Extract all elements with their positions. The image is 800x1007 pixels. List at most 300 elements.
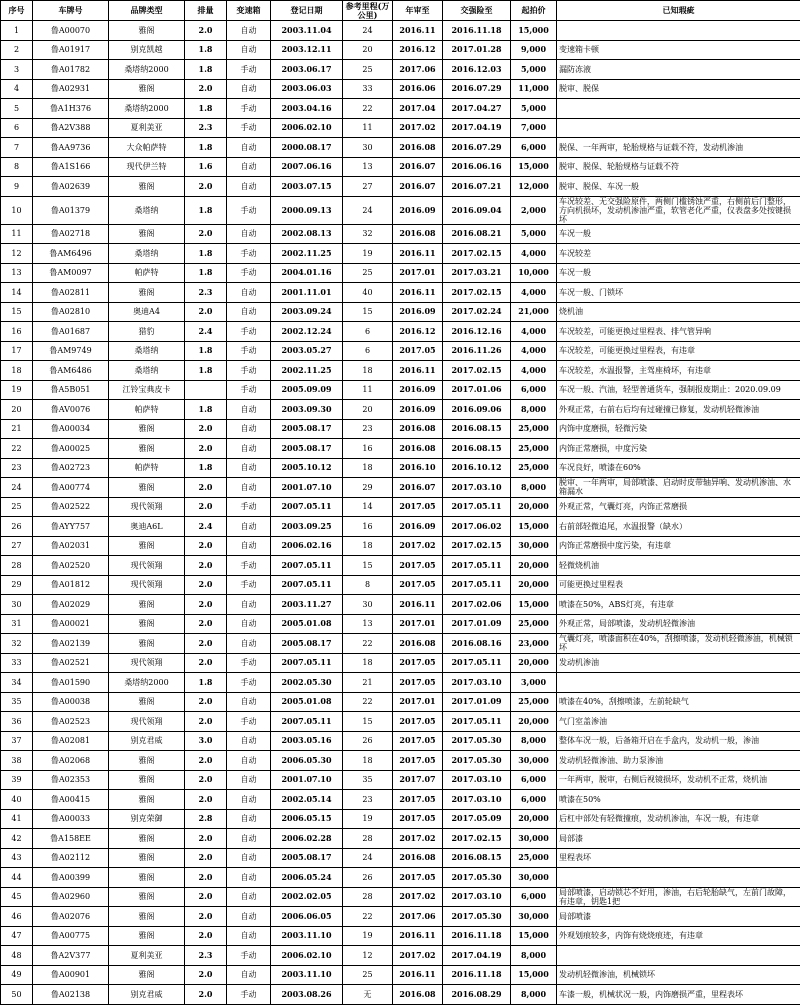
cell-known-defects: 局部喷漆，启动锁芯不好用，渗油，右后轮胎缺气，左前门故障，有违章，钥匙1把	[557, 887, 800, 907]
table-row	[1, 926, 800, 946]
cell-transmission: 手动	[227, 497, 271, 517]
cell-brand: 雅阁	[109, 790, 185, 810]
header-mileage: 参考里程(万公里)	[343, 1, 393, 21]
cell-brand: 江铃宝典皮卡	[109, 380, 185, 400]
cell-index: 12	[1, 244, 33, 264]
cell-insurance: 2017.05.11	[443, 497, 511, 517]
cell-displacement: 1.8	[185, 400, 227, 420]
cell-registration-date: 2003.08.26	[271, 985, 343, 1005]
cell-displacement: 2.0	[185, 224, 227, 244]
cell-known-defects: 可能更换过里程表	[557, 575, 800, 595]
cell-brand: 帕萨特	[109, 400, 185, 420]
table-row	[1, 322, 800, 342]
cell-index: 40	[1, 790, 33, 810]
cell-index: 2	[1, 40, 33, 60]
cell-displacement: 2.0	[185, 439, 227, 459]
cell-registration-date: 2005.09.09	[271, 380, 343, 400]
cell-start-price: 7,000	[511, 118, 557, 138]
cell-brand: 雅阁	[109, 79, 185, 99]
cell-transmission: 自动	[227, 419, 271, 439]
cell-displacement: 2.0	[185, 478, 227, 498]
cell-inspection: 2017.02	[393, 536, 443, 556]
cell-brand: 现代领翔	[109, 653, 185, 673]
table-row	[1, 157, 800, 177]
cell-inspection: 2016.11	[393, 361, 443, 381]
cell-known-defects: 脱审、脱保、车况一般	[557, 177, 800, 197]
cell-transmission: 自动	[227, 634, 271, 654]
cell-index: 39	[1, 770, 33, 790]
cell-mileage: 28	[343, 887, 393, 907]
cell-displacement: 2.0	[185, 497, 227, 517]
cell-plate: 鲁AM9749	[33, 341, 109, 361]
cell-inspection: 2016.11	[393, 595, 443, 615]
cell-brand: 雅阁	[109, 224, 185, 244]
table-row	[1, 907, 800, 927]
cell-index: 11	[1, 224, 33, 244]
cell-known-defects: 车况较差、无交强险原件，两侧门槛锈蚀严重，右侧前后门整形，方向机损坏，发动机渗油严重，软管老化严重，仪表盘多处按键损坏	[557, 196, 800, 224]
cell-start-price: 12,000	[511, 177, 557, 197]
cell-registration-date: 2003.09.24	[271, 302, 343, 322]
cell-plate: 鲁A02639	[33, 177, 109, 197]
table-row	[1, 614, 800, 634]
cell-insurance: 2016.06.16	[443, 157, 511, 177]
cell-brand: 现代领翔	[109, 556, 185, 576]
cell-displacement: 1.8	[185, 263, 227, 283]
cell-known-defects: 外观划痕较多，内饰有烧烧痕迹，有违章	[557, 926, 800, 946]
cell-displacement: 2.0	[185, 21, 227, 41]
cell-transmission: 自动	[227, 887, 271, 907]
cell-known-defects	[557, 21, 800, 41]
cell-transmission: 手动	[227, 712, 271, 732]
cell-brand: 奥迪A6L	[109, 517, 185, 537]
cell-brand: 桑塔纳	[109, 196, 185, 224]
cell-start-price: 20,000	[511, 556, 557, 576]
cell-displacement: 2.8	[185, 809, 227, 829]
cell-plate: 鲁A02522	[33, 497, 109, 517]
table-row	[1, 653, 800, 673]
cell-inspection: 2016.09	[393, 517, 443, 537]
cell-plate: 鲁A00021	[33, 614, 109, 634]
cell-insurance: 2016.10.12	[443, 458, 511, 478]
cell-index: 19	[1, 380, 33, 400]
cell-registration-date: 2003.11.10	[271, 965, 343, 985]
cell-insurance: 2017.01.09	[443, 692, 511, 712]
cell-mileage: 21	[343, 673, 393, 693]
cell-displacement: 2.0	[185, 575, 227, 595]
cell-brand: 雅阁	[109, 907, 185, 927]
cell-plate: 鲁A02723	[33, 458, 109, 478]
cell-displacement: 2.0	[185, 177, 227, 197]
cell-known-defects: 车况较差，可能更换过里程表、排气管异响	[557, 322, 800, 342]
cell-insurance: 2016.09.06	[443, 400, 511, 420]
cell-start-price: 25,000	[511, 419, 557, 439]
cell-transmission: 自动	[227, 614, 271, 634]
cell-inspection: 2016.09	[393, 380, 443, 400]
cell-start-price: 30,000	[511, 536, 557, 556]
cell-index: 43	[1, 848, 33, 868]
cell-plate: 鲁A01917	[33, 40, 109, 60]
cell-inspection: 2016.09	[393, 400, 443, 420]
cell-known-defects: 喷漆在50%，ABS灯亮，有违章	[557, 595, 800, 615]
table-row	[1, 731, 800, 751]
cell-registration-date: 2007.05.11	[271, 497, 343, 517]
cell-transmission: 自动	[227, 790, 271, 810]
cell-insurance: 2017.01.09	[443, 614, 511, 634]
cell-displacement: 2.0	[185, 985, 227, 1005]
table-row	[1, 692, 800, 712]
table-row	[1, 712, 800, 732]
table-row	[1, 283, 800, 303]
cell-known-defects: 漏防冻液	[557, 60, 800, 80]
cell-start-price: 4,000	[511, 361, 557, 381]
cell-inspection: 2016.08	[393, 848, 443, 868]
cell-mileage: 12	[343, 946, 393, 966]
cell-known-defects: 局部漆	[557, 829, 800, 849]
cell-inspection: 2016.11	[393, 965, 443, 985]
cell-transmission: 手动	[227, 322, 271, 342]
cell-transmission: 自动	[227, 907, 271, 927]
cell-displacement	[185, 380, 227, 400]
cell-registration-date: 2005.01.08	[271, 614, 343, 634]
table-row	[1, 965, 800, 985]
cell-insurance: 2017.05.11	[443, 712, 511, 732]
cell-known-defects: 气囊灯亮，喷漆面积在40%，刮擦喷漆，发动机轻微渗油，机械锁坏	[557, 634, 800, 654]
cell-mileage: 30	[343, 138, 393, 158]
cell-index: 7	[1, 138, 33, 158]
cell-start-price: 30,000	[511, 751, 557, 771]
cell-plate: 鲁A02081	[33, 731, 109, 751]
cell-insurance: 2017.02.15	[443, 361, 511, 381]
cell-mileage: 15	[343, 302, 393, 322]
cell-start-price: 8,000	[511, 478, 557, 498]
cell-index: 28	[1, 556, 33, 576]
cell-transmission: 自动	[227, 400, 271, 420]
cell-known-defects	[557, 99, 800, 119]
cell-index: 31	[1, 614, 33, 634]
cell-mileage: 11	[343, 380, 393, 400]
cell-plate: 鲁A02353	[33, 770, 109, 790]
cell-index: 45	[1, 887, 33, 907]
cell-transmission: 手动	[227, 380, 271, 400]
cell-displacement: 2.0	[185, 829, 227, 849]
cell-index: 29	[1, 575, 33, 595]
table-row	[1, 60, 800, 80]
cell-mileage: 18	[343, 751, 393, 771]
cell-mileage: 13	[343, 157, 393, 177]
cell-mileage: 35	[343, 770, 393, 790]
cell-mileage: 22	[343, 634, 393, 654]
cell-insurance: 2017.02.15	[443, 283, 511, 303]
cell-insurance: 2016.08.15	[443, 439, 511, 459]
cell-known-defects: 里程表坏	[557, 848, 800, 868]
cell-inspection: 2017.05	[393, 751, 443, 771]
cell-known-defects: 气门室盖渗油	[557, 712, 800, 732]
cell-start-price: 6,000	[511, 887, 557, 907]
cell-known-defects	[557, 946, 800, 966]
cell-plate: 鲁AM6486	[33, 361, 109, 381]
header-displacement: 排量	[185, 1, 227, 21]
cell-inspection: 2016.08	[393, 138, 443, 158]
cell-brand: 帕萨特	[109, 458, 185, 478]
table-row	[1, 224, 800, 244]
cell-plate: 鲁A02139	[33, 634, 109, 654]
cell-plate: 鲁A02076	[33, 907, 109, 927]
cell-inspection: 2017.05	[393, 712, 443, 732]
cell-registration-date: 2002.11.25	[271, 244, 343, 264]
cell-transmission: 手动	[227, 556, 271, 576]
cell-start-price: 4,000	[511, 283, 557, 303]
cell-registration-date: 2006.02.10	[271, 946, 343, 966]
header-start-price: 起拍价	[511, 1, 557, 21]
cell-transmission: 自动	[227, 177, 271, 197]
cell-registration-date: 2005.08.17	[271, 634, 343, 654]
cell-known-defects: 变速箱卡顿	[557, 40, 800, 60]
cell-displacement: 2.0	[185, 595, 227, 615]
cell-transmission: 手动	[227, 361, 271, 381]
cell-registration-date: 2004.01.16	[271, 263, 343, 283]
cell-displacement: 2.0	[185, 926, 227, 946]
cell-brand: 桑塔纳	[109, 244, 185, 264]
cell-brand: 雅阁	[109, 751, 185, 771]
cell-start-price: 5,000	[511, 224, 557, 244]
cell-index: 32	[1, 634, 33, 654]
cell-brand: 雅阁	[109, 829, 185, 849]
cell-displacement: 1.8	[185, 341, 227, 361]
cell-brand: 雅阁	[109, 478, 185, 498]
cell-displacement: 1.8	[185, 361, 227, 381]
cell-transmission: 自动	[227, 731, 271, 751]
cell-brand: 桑塔纳2000	[109, 673, 185, 693]
cell-transmission: 自动	[227, 751, 271, 771]
cell-start-price: 3,000	[511, 673, 557, 693]
cell-start-price: 5,000	[511, 60, 557, 80]
cell-insurance: 2017.05.11	[443, 575, 511, 595]
cell-brand: 桑塔纳2000	[109, 99, 185, 119]
cell-index: 42	[1, 829, 33, 849]
cell-transmission: 自动	[227, 829, 271, 849]
table-row	[1, 790, 800, 810]
cell-start-price: 25,000	[511, 439, 557, 459]
cell-known-defects: 脱保、一年两审，轮胎规格与证载不符，发动机渗油	[557, 138, 800, 158]
cell-inspection: 2016.11	[393, 926, 443, 946]
cell-start-price: 21,000	[511, 302, 557, 322]
cell-known-defects: 整体车况一般，后备箱开启在手盒内，发动机一般，渗油	[557, 731, 800, 751]
cell-index: 44	[1, 868, 33, 888]
cell-plate: 鲁AM0097	[33, 263, 109, 283]
cell-insurance: 2017.03.10	[443, 478, 511, 498]
cell-start-price: 30,000	[511, 907, 557, 927]
cell-index: 13	[1, 263, 33, 283]
cell-inspection: 2016.12	[393, 40, 443, 60]
cell-index: 27	[1, 536, 33, 556]
table-row	[1, 400, 800, 420]
cell-start-price: 6,000	[511, 380, 557, 400]
cell-insurance: 2016.08.15	[443, 419, 511, 439]
cell-known-defects: 外观正常，局部喷漆，发动机轻微渗油	[557, 614, 800, 634]
cell-inspection: 2017.02	[393, 946, 443, 966]
cell-start-price: 15,000	[511, 595, 557, 615]
cell-brand: 雅阁	[109, 177, 185, 197]
cell-mileage: 无	[343, 985, 393, 1005]
cell-plate: 鲁A2V377	[33, 946, 109, 966]
table-header	[1, 1, 800, 21]
cell-transmission: 自动	[227, 478, 271, 498]
cell-plate: 鲁A02810	[33, 302, 109, 322]
cell-plate: 鲁A02029	[33, 595, 109, 615]
cell-mileage: 22	[343, 907, 393, 927]
cell-displacement: 2.3	[185, 283, 227, 303]
cell-brand: 雅阁	[109, 21, 185, 41]
cell-brand: 帕萨特	[109, 263, 185, 283]
cell-insurance: 2017.01.28	[443, 40, 511, 60]
cell-displacement: 2.0	[185, 848, 227, 868]
cell-index: 48	[1, 946, 33, 966]
cell-displacement: 1.8	[185, 99, 227, 119]
cell-transmission: 自动	[227, 926, 271, 946]
cell-brand: 别克君威	[109, 731, 185, 751]
table-row	[1, 868, 800, 888]
cell-plate: 鲁A02068	[33, 751, 109, 771]
cell-transmission: 自动	[227, 809, 271, 829]
cell-brand: 桑塔纳	[109, 341, 185, 361]
cell-inspection: 2016.11	[393, 244, 443, 264]
cell-mileage: 8	[343, 575, 393, 595]
cell-registration-date: 2006.05.30	[271, 751, 343, 771]
cell-displacement: 2.4	[185, 322, 227, 342]
cell-insurance: 2017.03.10	[443, 887, 511, 907]
cell-plate: 鲁A01379	[33, 196, 109, 224]
cell-displacement: 1.6	[185, 157, 227, 177]
table-row	[1, 478, 800, 498]
cell-inspection: 2017.05	[393, 868, 443, 888]
cell-transmission: 手动	[227, 946, 271, 966]
table-row	[1, 770, 800, 790]
cell-plate: 鲁A00033	[33, 809, 109, 829]
cell-brand: 雅阁	[109, 614, 185, 634]
cell-registration-date: 2007.05.11	[271, 712, 343, 732]
cell-mileage: 25	[343, 965, 393, 985]
table-row	[1, 517, 800, 537]
cell-registration-date: 2003.04.16	[271, 99, 343, 119]
cell-displacement: 1.8	[185, 40, 227, 60]
cell-inspection: 2017.07	[393, 770, 443, 790]
cell-registration-date: 2006.02.16	[271, 536, 343, 556]
cell-transmission: 自动	[227, 595, 271, 615]
cell-displacement: 2.0	[185, 887, 227, 907]
table-row	[1, 118, 800, 138]
cell-inspection: 2017.02	[393, 829, 443, 849]
cell-registration-date: 2001.07.10	[271, 770, 343, 790]
cell-known-defects: 右前部轻微追尾，水温报警（缺水）	[557, 517, 800, 537]
cell-brand: 奥迪A4	[109, 302, 185, 322]
cell-brand: 雅阁	[109, 439, 185, 459]
cell-start-price: 8,000	[511, 946, 557, 966]
cell-insurance: 2016.08.15	[443, 848, 511, 868]
cell-insurance: 2016.08.21	[443, 224, 511, 244]
cell-known-defects: 内饰中度磨损，轻微污染	[557, 419, 800, 439]
cell-inspection: 2017.04	[393, 99, 443, 119]
table-row	[1, 946, 800, 966]
cell-displacement: 3.0	[185, 731, 227, 751]
table-row	[1, 985, 800, 1005]
cell-known-defects: 发动机轻微渗油、助力泵渗油	[557, 751, 800, 771]
cell-registration-date: 2007.05.11	[271, 653, 343, 673]
cell-index: 14	[1, 283, 33, 303]
cell-index: 26	[1, 517, 33, 537]
cell-inspection: 2016.07	[393, 177, 443, 197]
cell-start-price: 25,000	[511, 614, 557, 634]
cell-brand: 雅阁	[109, 692, 185, 712]
cell-inspection: 2016.08	[393, 439, 443, 459]
header-insurance: 交强险至	[443, 1, 511, 21]
cell-registration-date: 2007.05.11	[271, 556, 343, 576]
cell-displacement: 2.0	[185, 868, 227, 888]
cell-known-defects: 车况一般、门锁坏	[557, 283, 800, 303]
cell-plate: 鲁A00415	[33, 790, 109, 810]
cell-mileage: 20	[343, 40, 393, 60]
cell-mileage: 11	[343, 118, 393, 138]
cell-mileage: 14	[343, 497, 393, 517]
cell-index: 47	[1, 926, 33, 946]
cell-plate: 鲁A01812	[33, 575, 109, 595]
cell-insurance: 2017.05.30	[443, 731, 511, 751]
cell-transmission: 自动	[227, 283, 271, 303]
cell-insurance: 2017.05.30	[443, 907, 511, 927]
table-row	[1, 458, 800, 478]
cell-start-price: 15,000	[511, 21, 557, 41]
table-row	[1, 419, 800, 439]
cell-start-price: 25,000	[511, 692, 557, 712]
cell-brand: 雅阁	[109, 868, 185, 888]
cell-transmission: 自动	[227, 770, 271, 790]
cell-displacement: 1.8	[185, 138, 227, 158]
cell-plate: 鲁A2V388	[33, 118, 109, 138]
cell-brand: 雅阁	[109, 595, 185, 615]
cell-inspection: 2017.05	[393, 731, 443, 751]
cell-insurance: 2017.01.06	[443, 380, 511, 400]
cell-displacement: 1.8	[185, 458, 227, 478]
cell-transmission: 手动	[227, 99, 271, 119]
cell-brand: 雅阁	[109, 634, 185, 654]
cell-plate: 鲁A00070	[33, 21, 109, 41]
cell-brand: 别克荣御	[109, 809, 185, 829]
cell-mileage: 20	[343, 400, 393, 420]
cell-inspection: 2016.06	[393, 79, 443, 99]
cell-inspection: 2017.01	[393, 614, 443, 634]
cell-inspection: 2017.05	[393, 575, 443, 595]
cell-start-price: 8,000	[511, 731, 557, 751]
table-row	[1, 79, 800, 99]
cell-registration-date: 2000.09.13	[271, 196, 343, 224]
cell-start-price: 4,000	[511, 341, 557, 361]
cell-mileage: 18	[343, 653, 393, 673]
cell-transmission: 手动	[227, 244, 271, 264]
cell-brand: 别克君威	[109, 985, 185, 1005]
table-row	[1, 361, 800, 381]
cell-insurance: 2016.12.03	[443, 60, 511, 80]
cell-inspection: 2017.05	[393, 556, 443, 576]
cell-transmission: 自动	[227, 458, 271, 478]
cell-insurance: 2016.09.04	[443, 196, 511, 224]
cell-registration-date: 2002.11.25	[271, 361, 343, 381]
cell-start-price: 11,000	[511, 79, 557, 99]
cell-known-defects: 车况良好，喷漆在60%	[557, 458, 800, 478]
cell-known-defects: 一年两审，脱审，右侧后视镜损坏，发动机不正常，烧机油	[557, 770, 800, 790]
table-row	[1, 536, 800, 556]
cell-known-defects: 喷漆在50%	[557, 790, 800, 810]
cell-registration-date: 2002.05.30	[271, 673, 343, 693]
cell-transmission: 自动	[227, 965, 271, 985]
